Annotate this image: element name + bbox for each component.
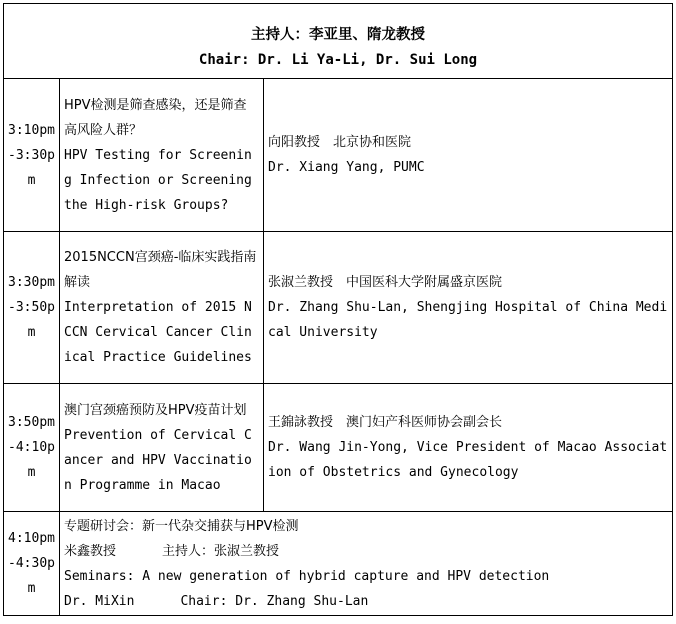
session-time: 3:30pm-3:50pm	[4, 232, 60, 384]
seminar-title-en: Seminars: A new generation of hybrid capture and HPV detection	[64, 568, 550, 584]
agenda-page	[3, 3, 672, 619]
chair-title-en: Chair: Dr. Li Ya-Li, Dr. Sui Long	[198, 52, 478, 68]
speaker-cn: 张淑兰教授 中国医科大学附属盛京医院	[268, 275, 503, 290]
session-topic	[60, 384, 264, 512]
session-speaker	[264, 384, 673, 512]
topic-en: HPV Testing for Screening Infection or Screening the High-risk Groups?	[64, 147, 252, 213]
header-row	[4, 4, 673, 79]
speaker-cn: 王錦詠教授 澳门妇产科医师协会副会长	[268, 415, 503, 430]
speaker-en: Dr. Zhang Shu-Lan, Shengjing Hospital of China Medical University	[268, 300, 668, 340]
session-topic	[60, 232, 264, 384]
seminar-details	[60, 512, 673, 616]
session-topic	[60, 79, 264, 232]
session-row	[4, 79, 673, 232]
topic-cn: 澳门宫颈癌预防及HPV疫苗计划	[64, 402, 247, 418]
seminar-time: 4:10pm-4:30pm	[4, 512, 60, 616]
seminar-chair-en: Chair: Dr. Zhang Shu-Lan	[180, 593, 369, 609]
topic-cn: 2015NCCN宫颈癌-临床实践指南解读	[64, 250, 257, 290]
chair-title-cn: 主持人：李亚里、隋龙教授	[251, 27, 425, 43]
seminar-row	[4, 512, 673, 616]
topic-en: Prevention of Cervical Cancer and HPV Vaccination Programme in Macao	[64, 427, 252, 493]
session-speaker	[264, 79, 673, 232]
session-row	[4, 384, 673, 512]
seminar-speaker-en: Dr. MiXin	[64, 593, 135, 609]
agenda-table	[3, 3, 673, 616]
chair-header	[4, 4, 673, 79]
session-row	[4, 232, 673, 384]
seminar-people-en	[64, 589, 668, 614]
seminar-people-cn	[64, 539, 668, 564]
seminar-chair-cn: 主持人：张淑兰教授	[162, 543, 280, 559]
session-time: 3:50pm-4:10pm	[4, 384, 60, 512]
speaker-en: Dr. Xiang Yang, PUMC	[268, 160, 425, 175]
session-time: 3:10pm-3:30pm	[4, 79, 60, 232]
seminar-speaker-cn: 米鑫教授	[64, 543, 117, 559]
topic-en: Interpretation of 2015 NCCN Cervical Cancer Clinical Practice Guidelines	[64, 300, 252, 365]
seminar-title-cn: 专题研讨会：新一代杂交捕获与HPV检测	[64, 518, 299, 534]
speaker-en: Dr. Wang Jin-Yong, Vice President of Macao Association of Obstetrics and Gynecology	[268, 440, 668, 480]
session-speaker	[264, 232, 673, 384]
topic-cn: HPV检测是筛查感染，还是筛查高风险人群？	[64, 97, 247, 138]
speaker-cn: 向阳教授 北京协和医院	[268, 135, 412, 150]
